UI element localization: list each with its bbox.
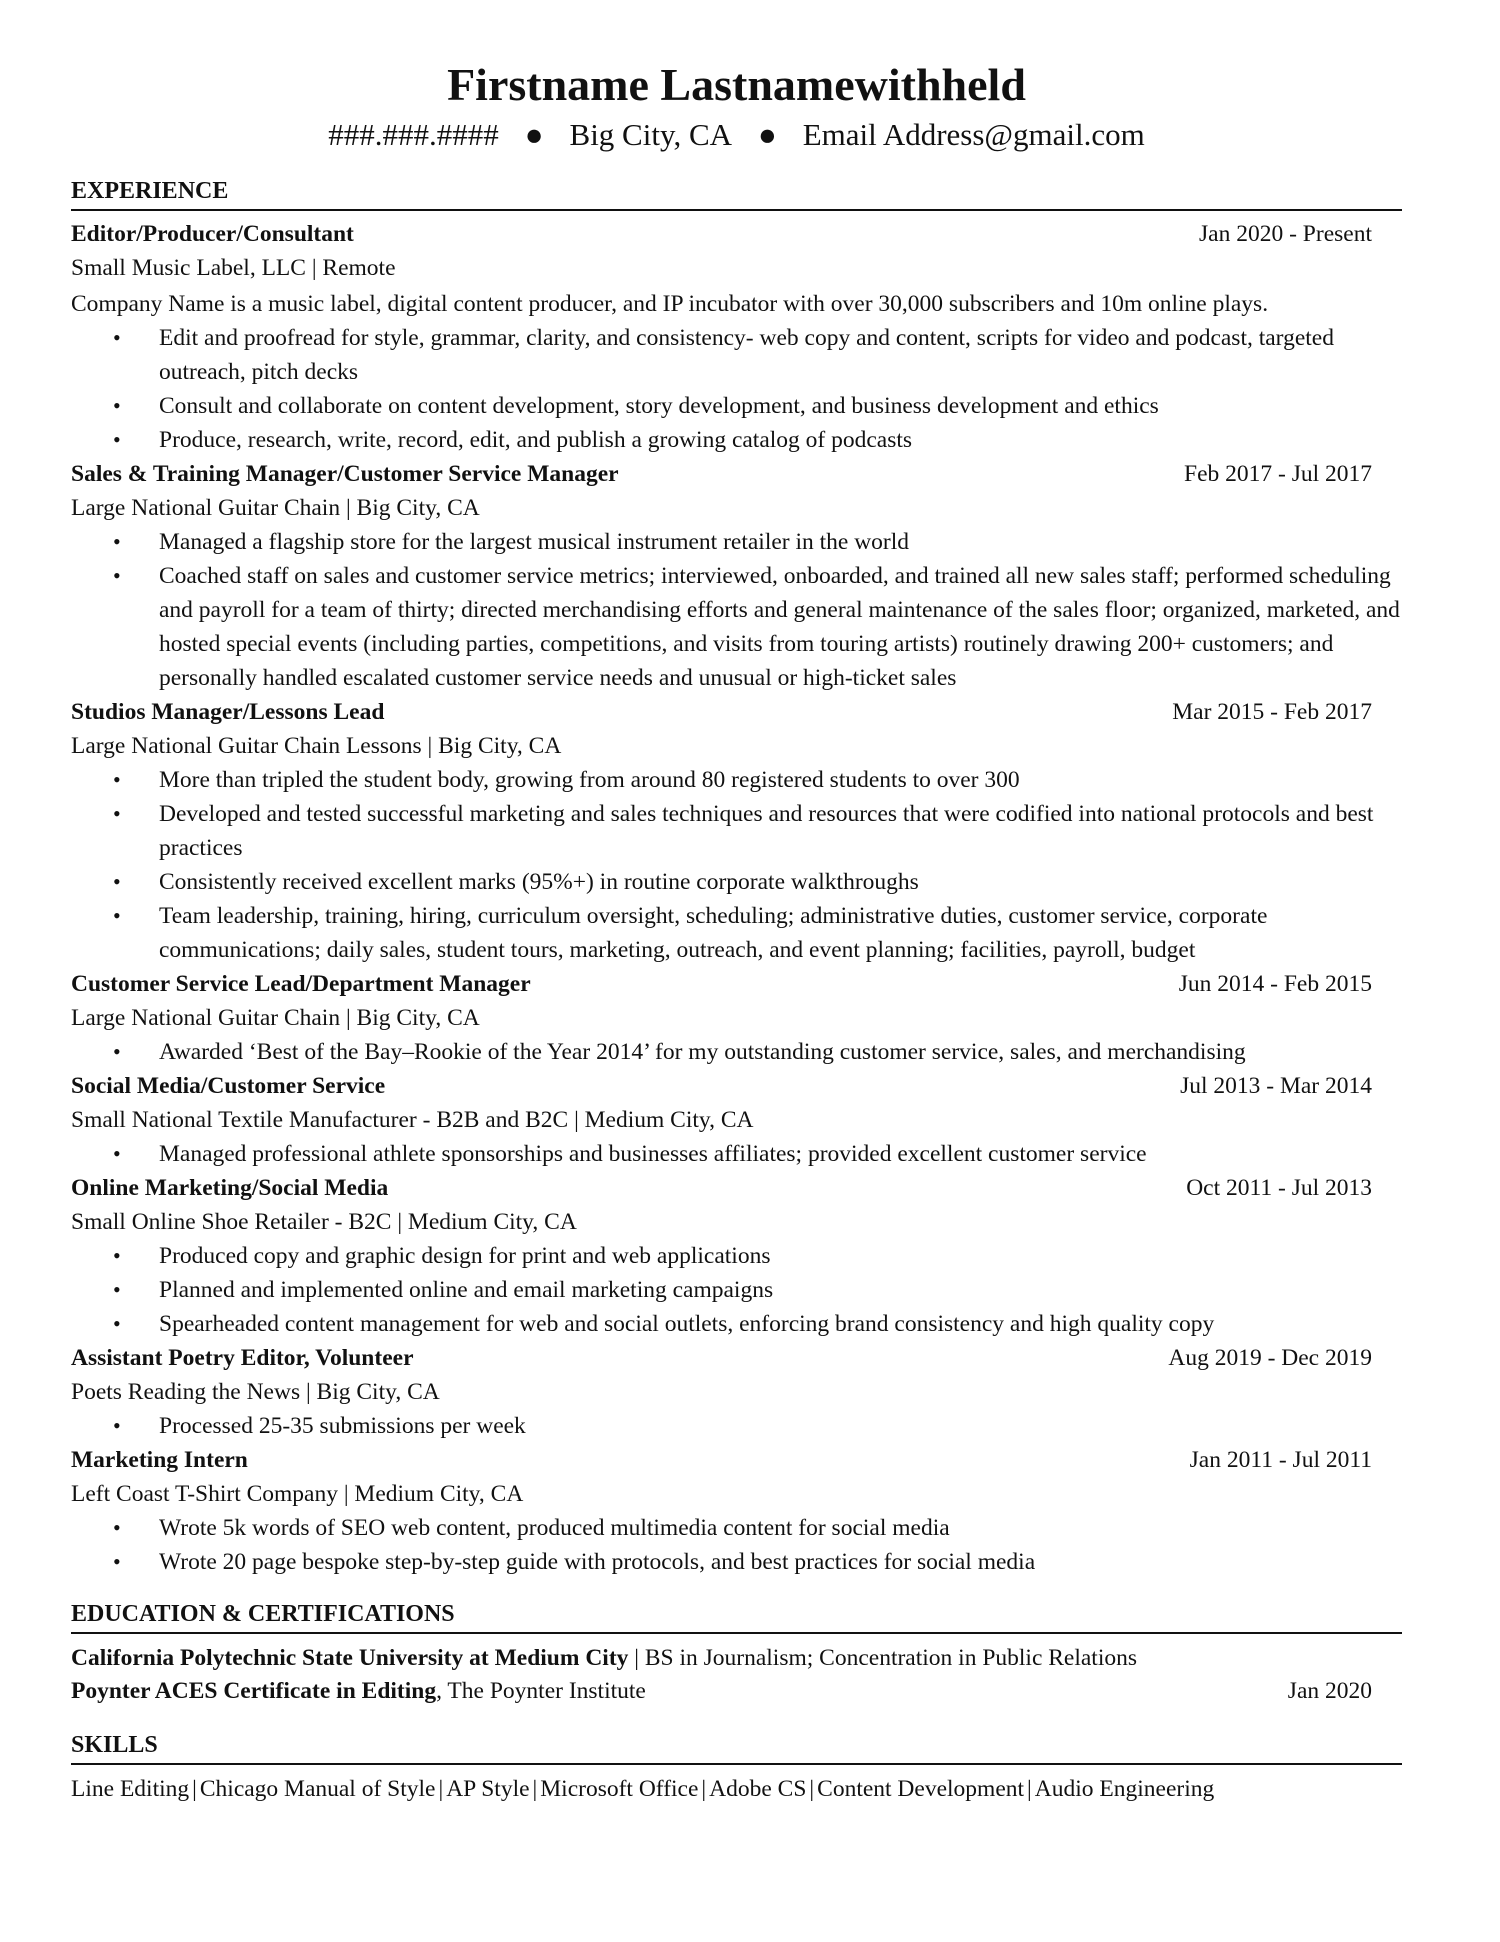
job-company: Large National Guitar Chain | Big City, CA: [71, 1005, 480, 1031]
job-bullet-list: [71, 1409, 1402, 1443]
job-header-row: [71, 217, 1402, 251]
skill-separator: |: [532, 1776, 538, 1802]
job-bullet: • Developed and tested successful marketing and sales techniques and resources that were codified into national protocols and best practices: [71, 797, 1402, 865]
education-list: [71, 1642, 1402, 1708]
education-detail: | BS in Journalism; Concentration in Public Relations: [628, 1645, 1138, 1671]
education-text: [71, 1642, 1137, 1675]
resume-page: [71, 0, 1402, 1805]
job-bullet: • Team leadership, training, hiring, curriculum oversight, scheduling; administrative duties, customer service, corporate communications; daily sales, student tours, marketing, outreach, and event planning; facilities, payroll, budget: [71, 899, 1402, 967]
job-bullet: • Wrote 5k words of SEO web content, produced multimedia content for social media: [71, 1511, 1402, 1545]
job-bullet: • Spearheaded content management for web and social outlets, enforcing brand consistency and high quality copy: [71, 1307, 1402, 1341]
education-detail: , The Poynter Institute: [436, 1678, 646, 1704]
contact-line: [71, 114, 1402, 156]
job-title: Customer Service Lead/Department Manager: [71, 971, 531, 997]
job-bullet: • Awarded ‘Best of the Bay–Rookie of the Year 2014’ for my outstanding customer service, sales, and merchandising: [71, 1035, 1402, 1069]
job-entry: [71, 1171, 1402, 1341]
job-company: Small National Textile Manufacturer - B2B and B2C | Medium City, CA: [71, 1107, 754, 1133]
job-bullet-list: [71, 1239, 1402, 1341]
education-text: [71, 1675, 646, 1708]
skill-separator: |: [438, 1776, 444, 1802]
education-date: Jan 2020: [1287, 1678, 1372, 1704]
skill-separator: |: [701, 1776, 707, 1802]
skill-item: AP Style: [446, 1776, 530, 1802]
skills-list: [71, 1773, 1402, 1805]
location: Big City, CA: [569, 117, 733, 152]
job-title: Sales & Training Manager/Customer Service Manager: [71, 461, 619, 487]
job-dates: Mar 2015 - Feb 2017: [1172, 699, 1372, 725]
job-bullet: • Edit and proofread for style, grammar, clarity, and consistency- web copy and content, scripts for video and podcast, targeted outreach, pitch decks: [71, 321, 1402, 389]
job-bullet: • More than tripled the student body, growing from around 80 registered students to over 300: [71, 763, 1402, 797]
job-header-row: [71, 695, 1402, 729]
skill-item: Adobe CS: [709, 1776, 807, 1802]
skill-item: Content Development: [817, 1776, 1025, 1802]
job-summary: Company Name is a music label, digital content producer, and IP incubator with over 30,000 subscribers and 10m online plays.: [71, 291, 1269, 317]
job-dates: Aug 2019 - Dec 2019: [1168, 1345, 1372, 1371]
phone-number: ###.###.####: [328, 117, 499, 152]
job-company: Large National Guitar Chain | Big City, CA: [71, 495, 480, 521]
job-bullet-list: [71, 525, 1402, 695]
job-company: Left Coast T-Shirt Company | Medium City, CA: [71, 1481, 524, 1507]
skill-separator: |: [192, 1776, 197, 1802]
email-address: Email Address@gmail.com: [802, 117, 1145, 152]
job-title: Editor/Producer/Consultant: [71, 221, 354, 247]
job-company: Small Online Shoe Retailer - B2C | Medium City, CA: [71, 1209, 577, 1235]
job-title: Online Marketing/Social Media: [71, 1175, 389, 1201]
job-header-row: [71, 1443, 1402, 1477]
education-entry: [71, 1675, 1402, 1708]
job-bullet-list: [71, 1511, 1402, 1579]
job-title: Assistant Poetry Editor, Volunteer: [71, 1345, 414, 1371]
separator-dot: ●: [524, 117, 544, 152]
skill-separator: |: [809, 1776, 815, 1802]
job-bullet: • Produce, research, write, record, edit, and publish a growing catalog of podcasts: [71, 423, 1402, 457]
skill-item: Audio Engineering: [1034, 1776, 1215, 1802]
education-institution: Poynter ACES Certificate in Editing: [71, 1678, 437, 1704]
section-heading-skills: SKILLS: [71, 1730, 1402, 1765]
job-header-row: [71, 457, 1402, 491]
job-company: Poets Reading the News | Big City, CA: [71, 1379, 440, 1405]
section-heading-education: EDUCATION & CERTIFICATIONS: [71, 1599, 1402, 1634]
job-entry: [71, 1443, 1402, 1579]
skill-item: Line Editing: [71, 1776, 190, 1802]
job-bullet: • Planned and implemented online and email marketing campaigns: [71, 1273, 1402, 1307]
job-bullet-list: [71, 1137, 1402, 1171]
job-dates: Oct 2011 - Jul 2013: [1186, 1175, 1372, 1201]
job-bullet: • Processed 25-35 submissions per week: [71, 1409, 1402, 1443]
job-title: Social Media/Customer Service: [71, 1073, 386, 1099]
job-dates: Jun 2014 - Feb 2015: [1178, 971, 1372, 997]
education-institution: California Polytechnic State University at Medium City: [71, 1645, 629, 1671]
job-entry: [71, 457, 1402, 695]
skill-item: Chicago Manual of Style: [199, 1776, 436, 1802]
job-bullet-list: [71, 321, 1402, 457]
education-entry: [71, 1642, 1402, 1675]
job-header-row: [71, 967, 1402, 1001]
job-entry: [71, 1341, 1402, 1443]
job-title: Studios Manager/Lessons Lead: [71, 699, 385, 725]
job-company: Large National Guitar Chain Lessons | Big City, CA: [71, 733, 562, 759]
job-title: Marketing Intern: [71, 1447, 248, 1473]
job-bullet-list: [71, 763, 1402, 967]
skill-separator: |: [1027, 1776, 1032, 1802]
job-bullet: • Managed a flagship store for the largest musical instrument retailer in the world: [71, 525, 1402, 559]
job-bullet: • Coached staff on sales and customer service metrics; interviewed, onboarded, and trained all new sales staff; performed scheduling and payroll for a team of thirty; directed merchandising efforts and general maintenance of the sales floor; organized, marketed, and hosted special events (including parties, competitions, and visits from touring artists) routinely drawing 200+ customers; and personally handled escalated customer service needs and unusual or high-ticket sales: [71, 559, 1402, 695]
job-bullet: • Wrote 20 page bespoke step-by-step guide with protocols, and best practices for social media: [71, 1545, 1402, 1579]
skill-item: Microsoft Office: [540, 1776, 699, 1802]
job-entry: [71, 695, 1402, 967]
job-entry: [71, 217, 1402, 457]
job-entry: [71, 967, 1402, 1069]
job-dates: Jan 2020 - Present: [1199, 221, 1372, 247]
experience-list: [71, 217, 1402, 1579]
job-bullet: • Consult and collaborate on content development, story development, and business development and ethics: [71, 389, 1402, 423]
job-header-row: [71, 1171, 1402, 1205]
job-bullet-list: [71, 1035, 1402, 1069]
job-dates: Jan 2011 - Jul 2011: [1189, 1447, 1372, 1473]
job-entry: [71, 1069, 1402, 1171]
candidate-name: Firstname Lastnamewithheld: [447, 59, 1026, 110]
section-heading-experience: EXPERIENCE: [71, 176, 1402, 211]
job-bullet: • Managed professional athlete sponsorships and businesses affiliates; provided excellent customer service: [71, 1137, 1402, 1171]
job-header-row: [71, 1341, 1402, 1375]
job-bullet: • Consistently received excellent marks (95%+) in routine corporate walkthroughs: [71, 865, 1402, 899]
resume-header: [71, 0, 1402, 156]
separator-dot: ●: [758, 117, 777, 152]
job-company: Small Music Label, LLC | Remote: [71, 255, 396, 281]
job-dates: Jul 2013 - Mar 2014: [1180, 1073, 1372, 1099]
job-dates: Feb 2017 - Jul 2017: [1184, 461, 1372, 487]
job-bullet: • Produced copy and graphic design for print and web applications: [71, 1239, 1402, 1273]
job-header-row: [71, 1069, 1402, 1103]
